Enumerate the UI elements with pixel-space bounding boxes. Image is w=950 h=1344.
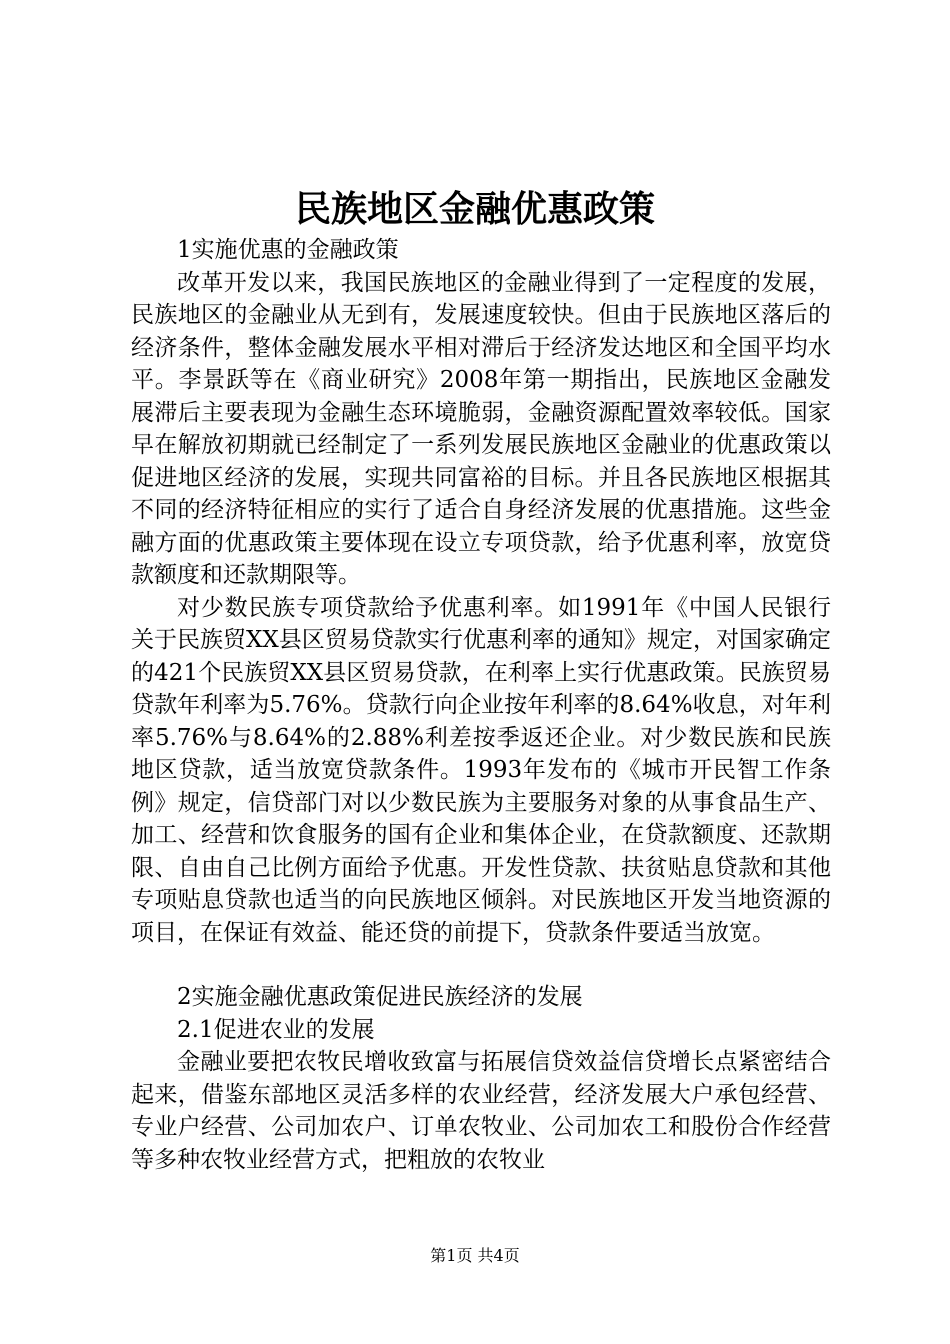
paragraph-2: 对少数民族专项贷款给予优惠利率。如1991年《中国人民银行关于民族贸XX县区贸易贷款实行优惠利率的通知》规定，对国家确定的421个民族贸XX县区贸易贷款，在利率上实行优惠政策。民族贸易贷款年利率为5.76%。贷款行向企业按年利率的8.64%收息，对年利率5.76%与8.64%的2.88%利差按季返还企业。对少数民族和民族地区贷款，适当放宽贷款条件。1993年发布的《城市开民智工作条例》规定，信贷部门对以少数民族为主要服务对象的从事食品生产、加工、经营和饮食服务的国有企业和集体企业，在贷款额度、还款期限、自由自己比例方面给予优惠。开发性贷款、扶贫贴息贷款和其他专项贴息贷款也适当的向民族地区倾斜。对民族地区开发当地资源的项目，在保证有效益、能还贷的前提下，贷款条件要适当放宽。 [131, 594, 831, 946]
document-body [131, 234, 831, 1176]
subsection-heading-2-1: 2.1促进农业的发展 [177, 1016, 375, 1043]
section-gap [131, 949, 831, 981]
paragraph-1: 改革开发以来，我国民族地区的金融业得到了一定程度的发展，民族地区的金融业从无到有，发展速度较快。但由于民族地区落后的经济条件，整体金融发展水平相对滞后于经济发达地区和全国平均水平。李景跃等在《商业研究》2008年第一期指出，民族地区金融发展滞后主要表现为金融生态环境脆弱，金融资源配置效率较低。国家早在解放初期就已经制定了一系列发展民族地区金融业的优惠政策以促进地区经济的发展，实现共同富裕的目标。并且各民族地区根据其不同的经济特征相应的实行了适合自身经济发展的优惠措施。这些金融方面的优惠政策主要体现在设立专项贷款，给予优惠利率，放宽贷款额度和还款期限等。 [131, 269, 831, 588]
section-heading-1: 1实施优惠的金融政策 [177, 237, 399, 263]
paragraph-3: 金融业要把农牧民增收致富与拓展信贷效益信贷增长点紧密结合起来，借鉴东部地区灵活多样的农业经营，经济发展大户承包经营、专业户经营、公司加农户、订单农牧业、公司加农工和股份合作经营等多种农牧业经营方式，把粗放的农牧业 [131, 1049, 831, 1173]
page-footer: 第1页 共4页 [430, 1246, 520, 1265]
document-title: 民族地区金融优惠政策 [294, 188, 655, 230]
section-heading-2: 2实施金融优惠政策促进民族经济的发展 [177, 984, 583, 1010]
